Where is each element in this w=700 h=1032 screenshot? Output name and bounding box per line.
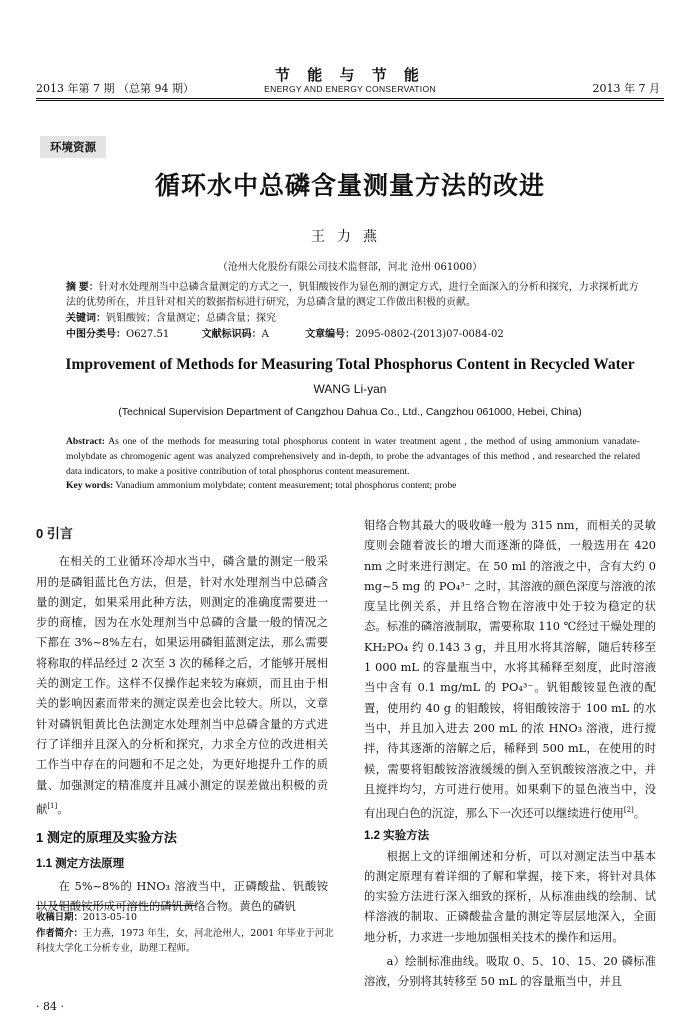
right-paragraph-3: a）绘制标准曲线。吸取 0、5、10、15、20 磷标准溶液，分别将其转移至 50 mL 的容量瓶当中，并且 <box>364 955 656 989</box>
keywords-en-text: Vanadium ammonium molybdate; content measurement; total phosphorus content; probe <box>115 480 457 491</box>
abstract-cn-label: 摘 要： <box>66 282 99 293</box>
abstract-cn-text: 针对水处理剂当中总磷含量测定的方式之一，钒钼酸铵作为显色剂的测定方式，进行全面深入的分析和探究，力求探析此方法的优势所在，并且针对相关的数据指标进行研究，为总磷含量的测定工作做出积极的贡献。 <box>66 282 639 308</box>
author-cn: 王力燕 <box>311 229 389 245</box>
keywords-cn <box>66 311 646 326</box>
title-cn: 循环水中总磷含量测量方法的改进 <box>154 172 545 200</box>
left-column <box>36 524 328 917</box>
clc-label: 中图分类号： <box>66 329 126 340</box>
right-p1-text: 钼络合物其最大的吸收峰一般为 315 nm，而相关的灵敏度则会随着波长的增大而逐渐的降低，一般选用在 420 nm 之时来进行测定。在 50 ml 的溶液之中，含有大约 0 mg~5 mg 的 PO₄³⁻ 之时，其溶液的颜色深度与溶液的浓度呈比例关系，并且络合物在溶液中处于较为稳定的状态。标准的磷溶液制取，需要称取 110 ℃经过干燥处理的 KH₂PO₄ 约 0.143 3 g，并且用水将其溶解，随后转移至 1 000 mL 的容量瓶当中，水将其稀释至刻度，此时溶液当中含有 0.1 mg/mL 的 PO₄³⁻。钒钼酸铵显色液的配置，使用约 40 g 的钼酸铵，将钼酸铵溶于 100 mL 的水当中，并且加入进去 200 mL 的浓 HNO₃ 溶液，进行搅拌，待其逐渐的溶解之后，稀释到 500 mL，在使用的时候，需要将钼酸铵溶液缓缓的倒入至钒酸铵溶液之中，并且搅拌均匀，方可进行使用。如果剩下的显色液当中，没有出现白色的沉淀，那么下一次还可以继续进行使用 <box>364 519 656 820</box>
header-rule-thin <box>36 100 664 101</box>
journal-title-en: ENERGY AND ENERGY CONSERVATION <box>264 84 436 94</box>
right-column <box>364 516 656 993</box>
bio-text: 王力燕，1973 年生，女，河北沧州人，2001 年毕业于河北科技大学化工分析专业，助理工程师。 <box>36 928 334 954</box>
footnote-rule <box>36 905 196 906</box>
issue-info: 2013 年第 7 期 （总第 94 期） <box>36 82 194 95</box>
doc-code-label: 文献标识码： <box>201 329 262 340</box>
heading-section-1-2: 1.2 实验方法 <box>364 830 430 843</box>
ref-1: [1] <box>47 801 58 810</box>
keywords-en <box>66 478 640 493</box>
article-no-value: 2095-0802-(2013)07-0084-02 <box>355 329 504 340</box>
doc-code-value: A <box>261 329 269 340</box>
affiliation-en: (Technical Supervision Department of Cangzhou Dahua Co., Ltd., Cangzhou 061000, Hebei, China) <box>118 406 582 418</box>
intro-paragraph: 在相关的工业循环冷却水当中，磷含量的测定一般采用的是磷钼蓝比色方法，但是，针对水处理剂当中总磷含量的测定，如果采用此种方法，则测定的准确度需要进一步的商榷，因为在水处理剂当中总磷的含量一般的情况之下都在 3%~8%左右，如果运用磷钼蓝测定法，那么需要将称取的样品经过 2 次至 3 次的稀释之后，才能够开展相关的测定工作。这样不仅操作起来较为麻烦，而且由于相关的影响因素而带来的测定误差也会比较大。所以，文章针对磷钒钼黄比色法测定水处理剂当中总磷含量的方式进行了详细并且深入的分析和探究，力求全方位的改进相关工作当中存在的问题和不足之处，为更好地提升工作的质量、加强测定的精准度并且减小测定的误差做出积极的贡献[1]。 <box>36 555 328 816</box>
header-rule <box>36 98 664 99</box>
footnote-received <box>36 910 336 925</box>
journal-title-cn: 节 能 与 节 能 <box>275 66 425 84</box>
title-en: Improvement of Methods for Measuring Total Phosphorus Content in Recycled Water <box>65 356 635 373</box>
right-paragraph-2: 根据上文的详细阐述和分析，可以对测定法当中基本的测定原理有着详细的了解和掌握，接下来，将针对具体的实验方法进行深入细致的探析，从标准曲线的绘制、试样溶液的制取、正磷酸盐含量的测定等层层地深入，全面地分析，力求进一步地加强相关技术的操作和运用。 <box>364 849 656 944</box>
section-1-1-paragraph: 在 5%~8%的 HNO₃ 溶液当中，正磷酸盐、钒酸铵以及钼酸铵形成可溶性的磷钒黄络合物。黄色的磷钒 <box>36 879 328 913</box>
abstract-en-label: Abstract: <box>66 436 105 447</box>
keywords-en-label: Key words: <box>66 480 114 491</box>
right-paragraph-1: 钼络合物其最大的吸收峰一般为 315 nm，而相关的灵敏度则会随着波长的增大而逐渐的降低，一般选用在 420 nm 之时来进行测定。在 50 ml 的溶液之中，含有大约 0 mg~5 mg 的 PO₄³⁻ 之时，其溶液的颜色深度与溶液的浓度呈比例关系，并且络合物在溶液中处于较为稳定的状态。标准的磷溶液制取，需要称取 110 ℃经过干燥处理的 KH₂PO₄ 约 0.143 3 g，并且用水将其溶解，随后转移至 1 000 mL 的容量瓶当中，水将其稀释至刻度，此时溶液当中含有 0.1 mg/mL 的 PO₄³⁻。钒钼酸铵显色液的配置，使用约 40 g 的钼酸铵，将钼酸铵溶于 100 mL 的水当中，并且加入进去 200 mL 的浓 HNO₃ 溶液，进行搅拌，待其逐渐的溶解之后，稀释到 500 mL，在使用的时候，需要将钼酸铵溶液缓缓的倒入至钒酸铵溶液之中，并且搅拌均匀，方可进行使用。如果剩下的显色液当中，没有出现白色的沉淀，那么下一次还可以继续进行使用[2]。 <box>364 519 656 820</box>
abstract-en-text: As one of the methods for measuring total phosphorus content in water treatment agent , the method of using ammonium vanadate-molybdate as chromogenic agent was analyzed comprehensively and in-depth, to probe the advantages of this method , and researched the related data indicators, to make a positive contribution of total phosphorus content measurement. <box>66 436 641 477</box>
abstract-en <box>66 434 640 479</box>
heading-section-1: 1 测定的原理及实验方法 <box>36 829 177 845</box>
heading-introduction: 0 引言 <box>36 526 73 541</box>
heading-section-1-1: 1.1 测定方法原理 <box>36 858 125 871</box>
abstract-cn <box>66 280 646 310</box>
received-label: 收稿日期： <box>36 912 83 923</box>
received-date: 2013-05-10 <box>82 912 137 923</box>
footnote-bio <box>36 926 336 956</box>
section-tag: 环境资源 <box>40 136 106 158</box>
page-number: · 84 · <box>36 1000 64 1013</box>
clc-value: O627.51 <box>126 329 170 340</box>
ref-2: [2] <box>623 806 634 815</box>
issue-date: 2013 年 7 月 <box>592 82 660 95</box>
classification-line <box>66 327 646 342</box>
article-no-label: 文章编号： <box>305 329 356 340</box>
bio-label: 作者简介： <box>36 928 83 939</box>
author-en: WANG Li-yan <box>313 382 387 396</box>
keywords-cn-label: 关键词： <box>66 313 106 324</box>
keywords-cn-text: 钒钼酸铵；含量测定；总磷含量；探究 <box>106 313 276 324</box>
affiliation-cn: （沧州大化股份有限公司技术监督部，河北 沧州 061000） <box>217 262 483 273</box>
intro-text: 在相关的工业循环冷却水当中，磷含量的测定一般采用的是磷钼蓝比色方法，但是，针对水处理剂当中总磷含量的测定，如果采用此种方法，则测定的准确度需要进一步的商榷，因为在水处理剂当中总磷的含量一般的情况之下都在 3%~8%左右，如果运用磷钼蓝测定法，那么需要将称取的样品经过 2 次至 3 次的稀释之后，才能够开展相关的测定工作。这样不仅操作起来较为麻烦，而且由于相关的影响因素而带来的测定误差也会比较大。所以，文章针对磷钒钼黄比色法测定水处理剂当中总磷含量的方式进行了详细并且深入的分析和探究，力求全方位的改进相关工作当中存在的问题和不足之处，为更好地提升工作的质量、加强测定的精准度并且减小测定的误差做出积极的贡献 <box>36 555 328 816</box>
